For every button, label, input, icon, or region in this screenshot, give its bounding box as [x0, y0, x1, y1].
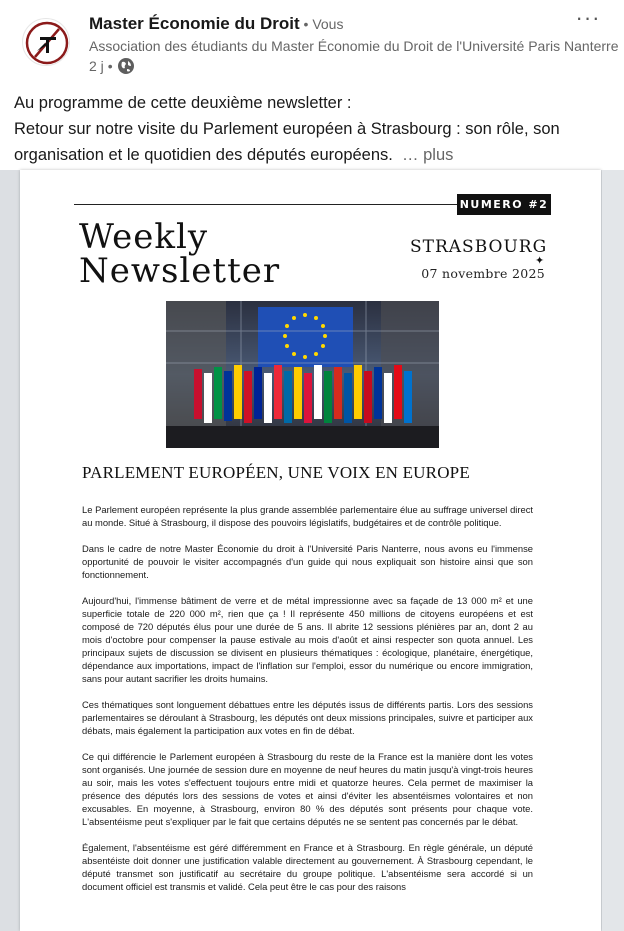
post-text-body: Retour sur notre visite du Parlement européen à Strasbourg : son rôle, son organisation et le quotidien des députés européens.: [14, 120, 560, 164]
paragraph: Ces thématiques sont longuement débattues entre les députés issus de différents partis. Lors des sessions parlementaires se déroulant à Strasbourg, les députés ont deux missions principales, suivre et participer aux débats, mais également la participation aux votes en fin de débat.: [82, 699, 533, 736]
paragraph: Aujourd'hui, l'immense bâtiment de verre et de métal impressionne avec sa façade de 13 000 m² et une superficie totale de 220 000 m², rien que ça ! Il représente 450 millions de citoyens européens et est composé de 720 députés élus pour une durée de 5 ans. Il abrite 12 sessions plénières par an, dont 2 au mois d'octobre pour compenser la pause estivale au mois d'août et ainsi respecter son quota annuel. Les principaux sujets de discussion se divisent en plusieurs thématiques : écologique, planétaire, énergétique, dépendance aux importations, impact de l'inflation sur l'emploi, essor du numérique ou encore immigration, sans pour autant sacrifier les droits humains.: [82, 595, 533, 684]
post-text-line2: [14, 116, 614, 168]
paragraph: Dans le cadre de notre Master Économie du droit à l'Université Paris Nanterre, nous avons eu l'immense opportunité de pouvoir le visiter accompagnés d'un guide qui nous expliquait son histoire ainsi que son fonctionnement.: [82, 543, 533, 580]
author-avatar[interactable]: [22, 18, 70, 66]
issue-date: 07 novembre 2025: [421, 266, 545, 281]
parliament-photo: [166, 301, 439, 448]
author-name[interactable]: Master Économie du Droit: [89, 14, 300, 33]
globe-icon: [117, 57, 135, 75]
paragraph: Ce qui différencie le Parlement européen à Strasbourg du reste de la France est la manière dont les votes sont organisés. Une journée de session dure en moyenne de neuf heures du matin jusqu'à vingt-trois heures au soir, mais les votes s'effectuent toujours entre midi et quatorze heures. Cela permet de maximiser la présence des députés lors des sessions de votes et ainsi d'éviter les absentéismes volontaires et non excusables. En moyenne, à Strasbourg, environ 80 % des députés sont présents pour chaque vote. L'absentéisme peut s'expliquer par le fait que certains députés ne se sentent pas concernés par le débat.: [82, 751, 533, 827]
post-time[interactable]: 2 j: [89, 58, 104, 74]
sparkle-icon: ✦: [535, 255, 545, 267]
document-page[interactable]: [20, 170, 601, 931]
post-header: [0, 0, 624, 84]
city-label: STRASBOURG: [410, 237, 548, 257]
post-text-line1: Au programme de cette deuxième newsletter :: [14, 94, 352, 112]
title-line2: Newsletter: [79, 251, 281, 291]
logo-icon: [23, 19, 71, 67]
post-text: [14, 90, 614, 168]
issue-badge: NUMERO #2: [457, 194, 551, 215]
relation-label: Vous: [312, 16, 344, 32]
article-body: [82, 503, 533, 906]
viewer-scroll-strip[interactable]: [602, 170, 624, 931]
author-line: [89, 14, 343, 34]
author-separator: •: [299, 16, 313, 32]
paragraph: Le Parlement européen représente la plus grande assemblée parlementaire élue au suffrage universel direct au monde. Situé à Strasbourg, il dispose des pouvoirs législatifs, budgétaires et de contrôle politique.: [82, 504, 533, 528]
title-line1: Weekly: [79, 217, 209, 257]
see-more-link[interactable]: … plus: [402, 146, 454, 164]
document-viewer[interactable]: [0, 170, 624, 931]
author-subtitle: Association des étudiants du Master Économie du Droit de l'Université Paris Nanterre: [89, 38, 619, 54]
newsletter-title: [79, 217, 329, 291]
paragraph: Également, l'absentéisme est géré différemment en France et à Strasbourg. En règle générale, un député absentéiste doit donner une justification valable directement au gouvernement. À Strasbourg cependant, le député transmet son justificatif au secrétaire du groupe politique. L'absentéisme sera accordé si un document officiel est transmis et validé. Cela peut être le cas pour des raisons: [82, 842, 533, 892]
section-title: PARLEMENT EUROPÉEN, UNE VOIX EN EUROPE: [82, 463, 470, 482]
post-meta: [89, 57, 135, 75]
more-options-icon[interactable]: ···: [575, 5, 601, 30]
meta-separator: •: [107, 58, 113, 74]
